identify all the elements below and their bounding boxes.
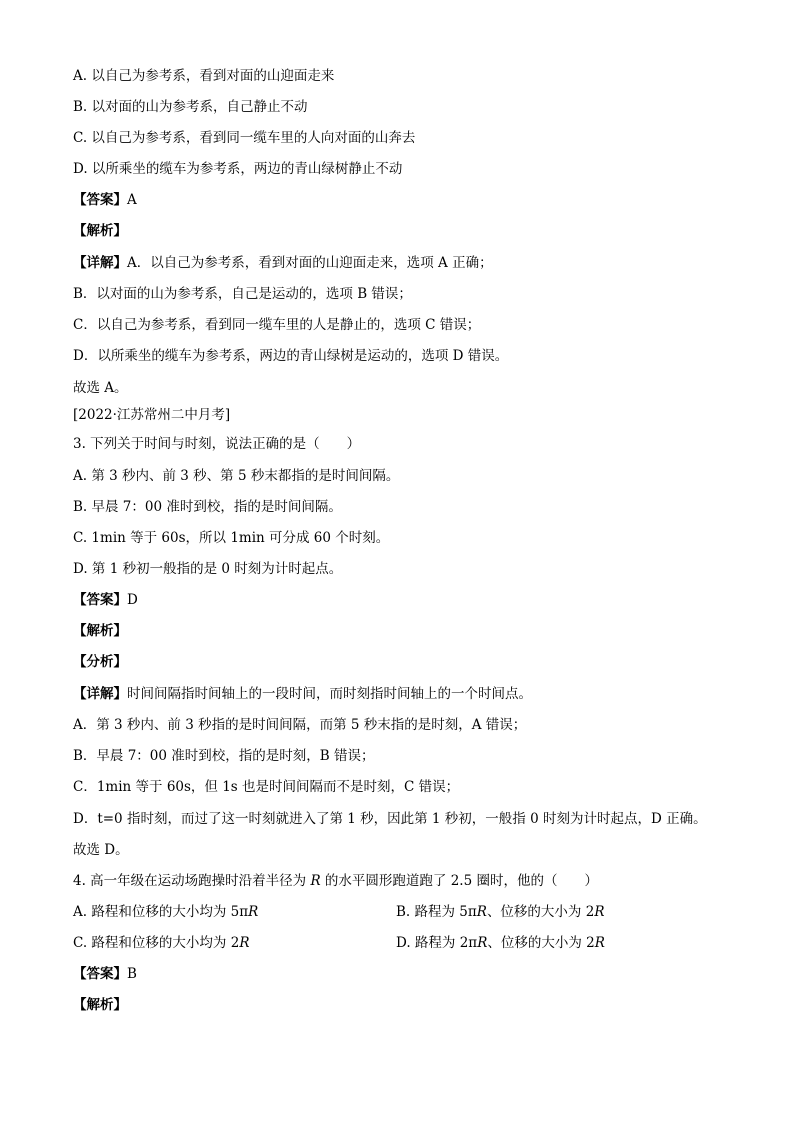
q2-detail-1: [73, 253, 493, 273]
q3-stem: 3. 下列关于时间与时刻，说法正确的是（ ）: [73, 436, 361, 452]
q4-option-a: A. 路程和位移的大小均为 5πR: [73, 904, 259, 920]
q4-option-c: C. 路程和位移的大小均为 2R: [73, 935, 250, 951]
q2-conclusion: 故选 A。: [73, 380, 128, 396]
q2-analysis-label: 【解析】: [73, 223, 127, 239]
q4-answer: [73, 964, 137, 984]
answer-label: 【答案】: [73, 192, 127, 208]
q2-detail-3: C．以自己为参考系，看到同一缆车里的人是静止的，选项 C 错误；: [73, 317, 481, 333]
q3-option-d: D. 第 1 秒初一般指的是 0 时刻为计时起点。: [73, 561, 343, 577]
radius-variable: R: [310, 873, 321, 889]
answer-label: 【答案】: [73, 966, 127, 982]
q3-analysis-label: 【解析】: [73, 623, 127, 639]
q2-option-b: B. 以对面的山为参考系，自己静止不动: [73, 99, 308, 115]
q4-stem: 4. 高一年级在运动场跑操时沿着半径为 R 的水平圆形跑道跑了 2.5 圈时，他的（ ）: [73, 873, 598, 889]
q3-option-b: B. 早晨 7：00 准时到校，指的是时间间隔。: [73, 499, 342, 515]
answer-value: D: [127, 592, 138, 608]
q3-option-c: C. 1min 等于 60s，所以 1min 可分成 60 个时刻。: [73, 530, 390, 546]
q4-option-d: D. 路程为 2πR、位移的大小为 2R: [396, 935, 605, 951]
answer-value: B: [127, 966, 137, 982]
detail-label: 【详解】: [73, 255, 127, 271]
q4-analysis-label: 【解析】: [73, 997, 127, 1013]
detail-label: 【详解】: [73, 686, 127, 702]
q3-conclusion: 故选 D。: [73, 842, 129, 858]
answer-label: 【答案】: [73, 592, 127, 608]
q3-detail-4: D．t=0 指时刻，而过了这一时刻就进入了第 1 秒，因此第 1 秒初，一般指 0 时刻为计时起点，D 正确。: [73, 811, 707, 827]
q3-detail-intro: [73, 684, 532, 704]
q3-detail-1: A．第 3 秒内、前 3 秒指的是时间间隔，而第 5 秒末指的是时刻，A 错误；: [73, 717, 527, 733]
q3-fenxi-label: 【分析】: [73, 654, 127, 670]
q2-answer: [73, 190, 137, 210]
q4-option-b: B. 路程为 5πR、位移的大小为 2R: [396, 904, 605, 920]
q3-option-a: A. 第 3 秒内、前 3 秒、第 5 秒末都指的是时间间隔。: [73, 468, 400, 484]
detail-text: 时间间隔指时间轴上的一段时间，而时刻指时间轴上的一个时间点。: [127, 686, 532, 702]
answer-value: A: [127, 192, 137, 208]
q2-option-d: D. 以所乘坐的缆车为参考系，两边的青山绿树静止不动: [73, 161, 403, 177]
detail-text: A．以自己为参考系，看到对面的山迎面走来，选项 A 正确；: [127, 255, 493, 271]
q3-source: [2022·江苏常州二中月考]: [73, 407, 231, 423]
q3-detail-2: B．早晨 7：00 准时到校，指的是时刻，B 错误；: [73, 748, 375, 764]
q2-detail-4: D．以所乘坐的缆车为参考系，两边的青山绿树是运动的，选项 D 错误。: [73, 348, 509, 364]
q3-detail-3: C．1min 等于 60s，但 1s 也是时间间隔而不是时刻，C 错误；: [73, 779, 460, 795]
q3-answer: [73, 590, 138, 610]
q2-option-c: C. 以自己为参考系，看到同一缆车里的人向对面的山奔去: [73, 130, 416, 146]
q2-detail-2: B．以对面的山为参考系，自己是运动的，选项 B 错误；: [73, 286, 412, 302]
q2-option-a: A. 以自己为参考系，看到对面的山迎面走来: [73, 68, 335, 84]
